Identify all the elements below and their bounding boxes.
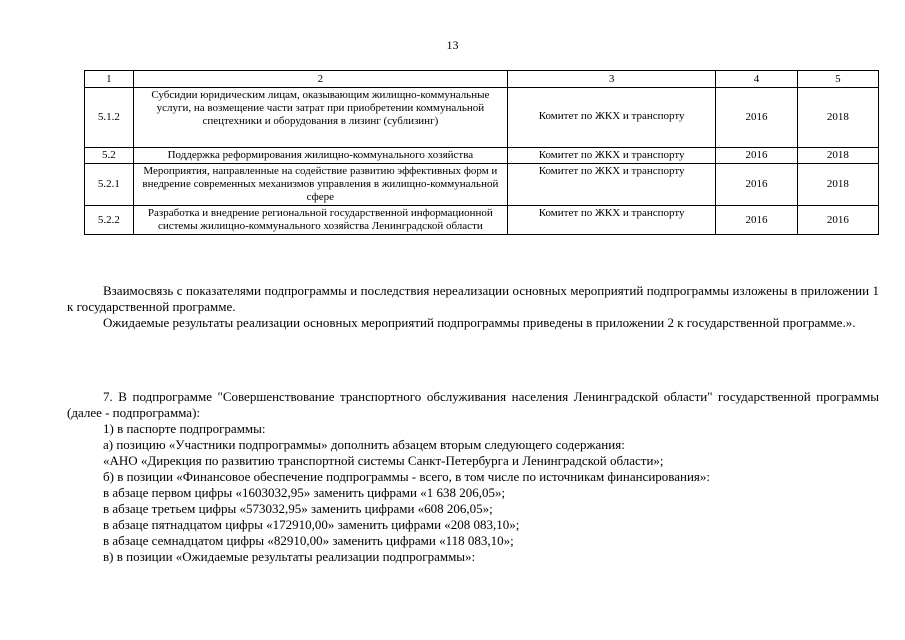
row-end-year: 2018 bbox=[797, 88, 878, 148]
page-number: 13 bbox=[446, 38, 459, 52]
header-cell: 2 bbox=[133, 71, 507, 88]
list-item: а) позицию «Участники подпрограммы» дополнить абзацем вторым следующего содержания: bbox=[103, 437, 625, 452]
row-executor: Комитет по ЖКХ и транспорту bbox=[507, 148, 715, 164]
row-name: Субсидии юридическим лицам, оказывающим жилищно-коммунальные услуги, на возмещение части затрат при приобретении коммунальной спецтехники и оборудования в лизинг (сублизинг) bbox=[133, 88, 507, 148]
list-item: б) в позиции «Финансовое обеспечение подпрограммы - всего, в том числе по источникам финансирования»: bbox=[103, 469, 711, 484]
paragraph-expected-results: Ожидаемые результаты реализации основных мероприятий подпрограммы приведены в приложении 2 к государственной программе.». bbox=[103, 315, 856, 330]
body-text bbox=[67, 283, 879, 331]
row-executor: Комитет по ЖКХ и транспорту bbox=[507, 88, 715, 148]
row-start-year: 2016 bbox=[716, 148, 797, 164]
paragraph-relationship: Взаимосвязь с показателями подпрограммы и последствия нереализации основных мероприятий подпрограммы изложены в приложении 1 к государственной программе. bbox=[67, 283, 879, 314]
table-row bbox=[85, 148, 879, 164]
row-end-year: 2018 bbox=[797, 148, 878, 164]
list-item: «АНО «Дирекция по развитию транспортной системы Санкт-Петербурга и Ленинградской области»; bbox=[103, 453, 664, 468]
header-cell: 5 bbox=[797, 71, 878, 88]
list-item: в абзаце первом цифры «1603032,95» заменить цифрами «1 638 206,05»; bbox=[103, 485, 506, 500]
header-cell: 1 bbox=[85, 71, 134, 88]
table-header-row bbox=[85, 71, 879, 88]
row-start-year: 2016 bbox=[716, 206, 797, 235]
table-row bbox=[85, 206, 879, 235]
table-row bbox=[85, 88, 879, 148]
list-item: 1) в паспорте подпрограммы: bbox=[103, 421, 266, 436]
row-number: 5.1.2 bbox=[85, 88, 134, 148]
header-cell: 3 bbox=[507, 71, 715, 88]
row-name: Разработка и внедрение региональной государственной информационной системы жилищно-коммунального хозяйства Ленинградской области bbox=[133, 206, 507, 235]
row-name: Мероприятия, направленные на содействие развитию эффективных форм и внедрение современных механизмов управления в жилищно-коммунальной сфере bbox=[133, 164, 507, 206]
row-name: Поддержка реформирования жилищно-коммунального хозяйства bbox=[133, 148, 507, 164]
list-item: в абзаце пятнадцатом цифры «172910,00» заменить цифрами «208 083,10»; bbox=[103, 517, 520, 532]
list-item: в абзаце семнадцатом цифры «82910,00» заменить цифрами «118 083,10»; bbox=[103, 533, 514, 548]
program-table bbox=[84, 70, 879, 235]
row-start-year: 2016 bbox=[716, 164, 797, 206]
header-cell: 4 bbox=[716, 71, 797, 88]
table-row bbox=[85, 164, 879, 206]
paragraph-section-7: 7. В подпрограмме "Совершенствование транспортного обслуживания населения Ленинградской области" государственной программы (далее - подпрограмма): bbox=[67, 389, 879, 420]
list-item: в абзаце третьем цифры «573032,95» заменить цифрами «608 206,05»; bbox=[103, 501, 493, 516]
row-number: 5.2.2 bbox=[85, 206, 134, 235]
row-end-year: 2016 bbox=[797, 206, 878, 235]
list-item: в) в позиции «Ожидаемые результаты реализации подпрограммы»: bbox=[103, 549, 476, 564]
row-executor: Комитет по ЖКХ и транспорту bbox=[507, 164, 715, 206]
row-executor: Комитет по ЖКХ и транспорту bbox=[507, 206, 715, 235]
body-text-section-7 bbox=[67, 389, 879, 565]
row-start-year: 2016 bbox=[716, 88, 797, 148]
row-number: 5.2.1 bbox=[85, 164, 134, 206]
row-end-year: 2018 bbox=[797, 164, 878, 206]
row-number: 5.2 bbox=[85, 148, 134, 164]
